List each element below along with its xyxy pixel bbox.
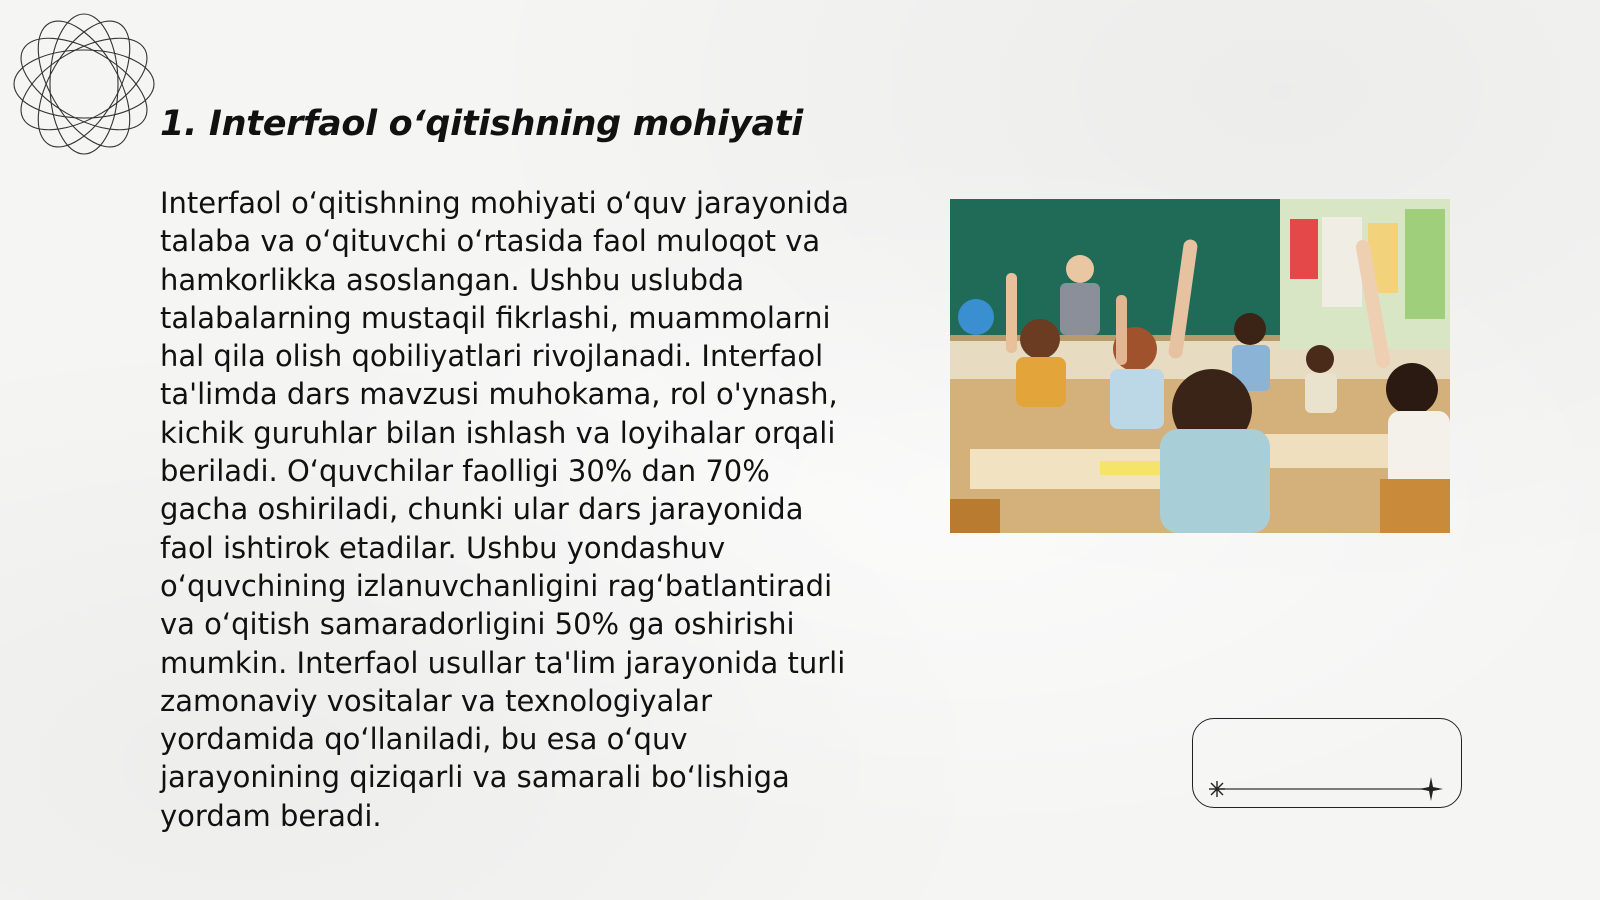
classroom-photo bbox=[950, 199, 1450, 533]
body-paragraph: Interfaol o‘qitishning mohiyati o‘quv jarayonida talaba va o‘qituvchi o‘rtasida faol muloqot va hamkorlikka asoslangan. Ushbu uslubda talabalarning mustaqil fikrlashi, muammolarni hal qila olish qobiliyatlari rivojlanadi. Interfaol ta'limda dars mavzusi muhokama, rol o'ynash, kichik guruhlar bilan ishlash va loyihalar orqali beriladi. O‘quvchilar faolligi 30% dan 70% gacha oshiriladi, chunki ular dars jarayonida faol ishtirok etadilar. Ushbu yondashuv o‘quvchining izlanuvchanligini rag‘batlantiradi va o‘qitish samaradorligini 50% ga oshirishi mumkin. Interfaol usullar ta'lim jarayonida turli zamonaviy vositalar va texnologiyalar yordamida qo‘llaniladi, bu esa o‘quv jarayonining qiziqarli va samarali bo‘lishiga yordam beradi. bbox=[160, 186, 850, 833]
plus-star-icon bbox=[1419, 777, 1443, 801]
decorative-frame bbox=[1192, 718, 1462, 808]
sparkle-star-icon bbox=[1209, 781, 1225, 797]
spirograph-circle-icon bbox=[10, 10, 158, 158]
slide-title: 1. Interfaol o‘qitishning mohiyati bbox=[160, 104, 803, 144]
